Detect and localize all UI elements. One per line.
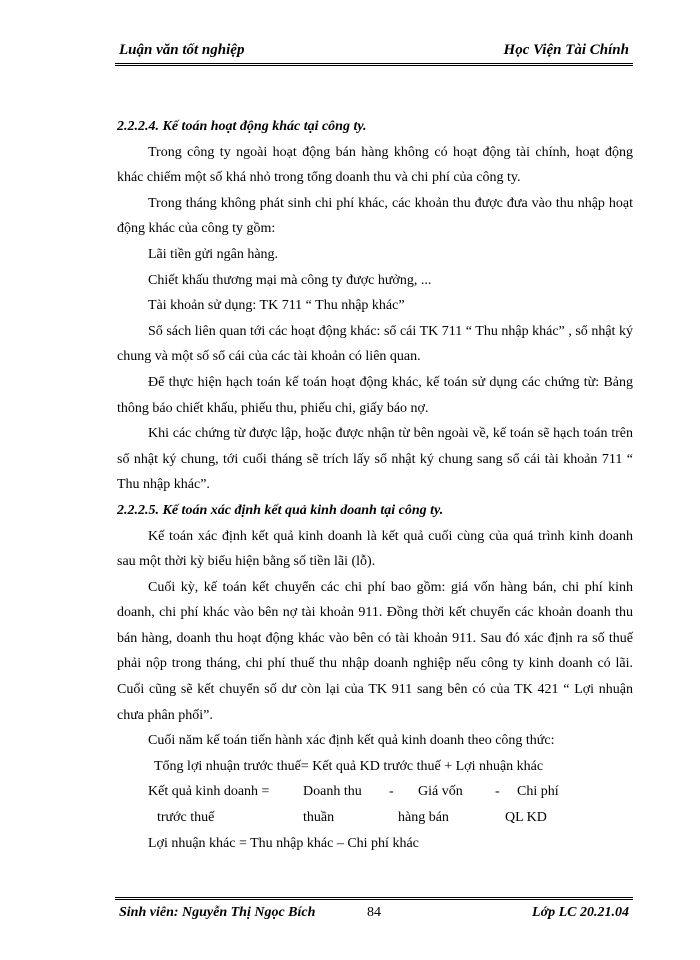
- formula-business-result-bottom: [117, 805, 633, 831]
- formula-operator: -: [495, 784, 500, 800]
- paragraph: Trong công ty ngoài hoạt động bán hàng không có hoạt động tài chính, hoạt động khác chiếm một số khá nhỏ trong tổng doanh thu và chi phí của công ty.: [117, 144, 633, 186]
- header-thesis-title: Luận văn tốt nghiệp: [119, 42, 245, 58]
- page-header: [115, 40, 633, 66]
- paragraph: Trong tháng không phát sinh chi phí khác, các khoản thu được đưa vào thu nhập hoạt động khác của công ty gồm:: [117, 195, 633, 237]
- list-item: Lãi tiền gửi ngân hàng.: [148, 246, 279, 262]
- paragraph: Cuối kỳ, kế toán kết chuyển các chi phí bao gồm: giá vốn hàng bán, chi phí kinh doanh, chi phí khác vào bên nợ tài khoản 911. Đồng thời kết chuyển các khoản doanh thu bán hàng, doanh thu hoạt động khác vào bên có tài khoản 911. Sau đó xác định ra số thuế phải nộp trong tháng, chi phí thuế thu nhập doanh nghiệp nếu công ty kinh doanh có lãi. Cuối cũng sẽ kết chuyển số dư còn lại của TK 911 sang bên có của TK 421 “ Lợi nhuận chưa phân phối”.: [117, 579, 633, 723]
- formula-operator: -: [389, 784, 394, 800]
- formula-term: Doanh thu: [303, 784, 362, 800]
- header-institution: Học Viện Tài Chính: [503, 42, 629, 58]
- formula-term: Chi phí: [517, 784, 559, 800]
- formula-term: Kết quả kinh doanh =: [148, 784, 270, 800]
- list-item: Tài khoản sử dụng: TK 711 “ Thu nhập khác”: [148, 298, 405, 314]
- paragraph: Sổ sách liên quan tới các hoạt động khác: sổ cái TK 711 “ Thu nhập khác” , sổ nhật ký chung và một số sổ cái của các tài khoản có liên quan.: [117, 323, 633, 365]
- footer-class: Lớp LC 20.21.04: [532, 905, 629, 920]
- footer-student-name: Sinh viên: Nguyễn Thị Ngọc Bích: [119, 905, 316, 920]
- list-item: Chiết khấu thương mại mà công ty được hưởng, ...: [148, 272, 432, 288]
- formula-term: hàng bán: [398, 810, 449, 826]
- paragraph: Kế toán xác định kết quả kinh doanh là kết quả cuối cùng của quá trình kinh doanh sau một thời kỳ biểu hiện bằng số tiền lãi (lỗ).: [117, 528, 633, 570]
- formula-other-profit: Lợi nhuận khác = Thu nhập khác – Chi phí khác: [148, 835, 419, 851]
- formula-term: thuần: [303, 810, 335, 826]
- section-heading-business-results: 2.2.2.5. Kế toán xác định kết quả kinh doanh tại công ty.: [117, 502, 444, 518]
- paragraph: Để thực hiện hạch toán kế toán hoạt động khác, kế toán sử dụng các chứng từ: Bảng thông báo chiết khấu, phiếu thu, phiếu chi, giấy báo nợ.: [117, 374, 633, 416]
- page-body: [117, 112, 633, 856]
- formula-business-result-top: [117, 779, 633, 805]
- formula-term: trước thuế: [157, 810, 215, 826]
- section-heading-other-activities: 2.2.2.4. Kế toán hoạt động khác tại công ty.: [117, 119, 367, 134]
- page-number: 84: [367, 905, 381, 920]
- page-footer: [115, 897, 633, 923]
- formula-intro: Cuối năm kế toán tiến hành xác định kết quả kinh doanh theo công thức:: [148, 733, 555, 749]
- formula-term: Giá vốn: [418, 784, 463, 800]
- paragraph: Khi các chứng từ được lập, hoặc được nhận từ bên ngoài về, kế toán sẽ hạch toán trên sổ nhật ký chung, tới cuối tháng sẽ trích lấy sổ nhật ký chung sang sổ cái tài khoản 711 “ Thu nhập khác”.: [117, 426, 633, 493]
- formula-term: QL KD: [505, 810, 547, 826]
- formula-total-profit: Tổng lợi nhuận trước thuế= Kết quả KD trước thuế + Lợi nhuận khác: [154, 758, 544, 774]
